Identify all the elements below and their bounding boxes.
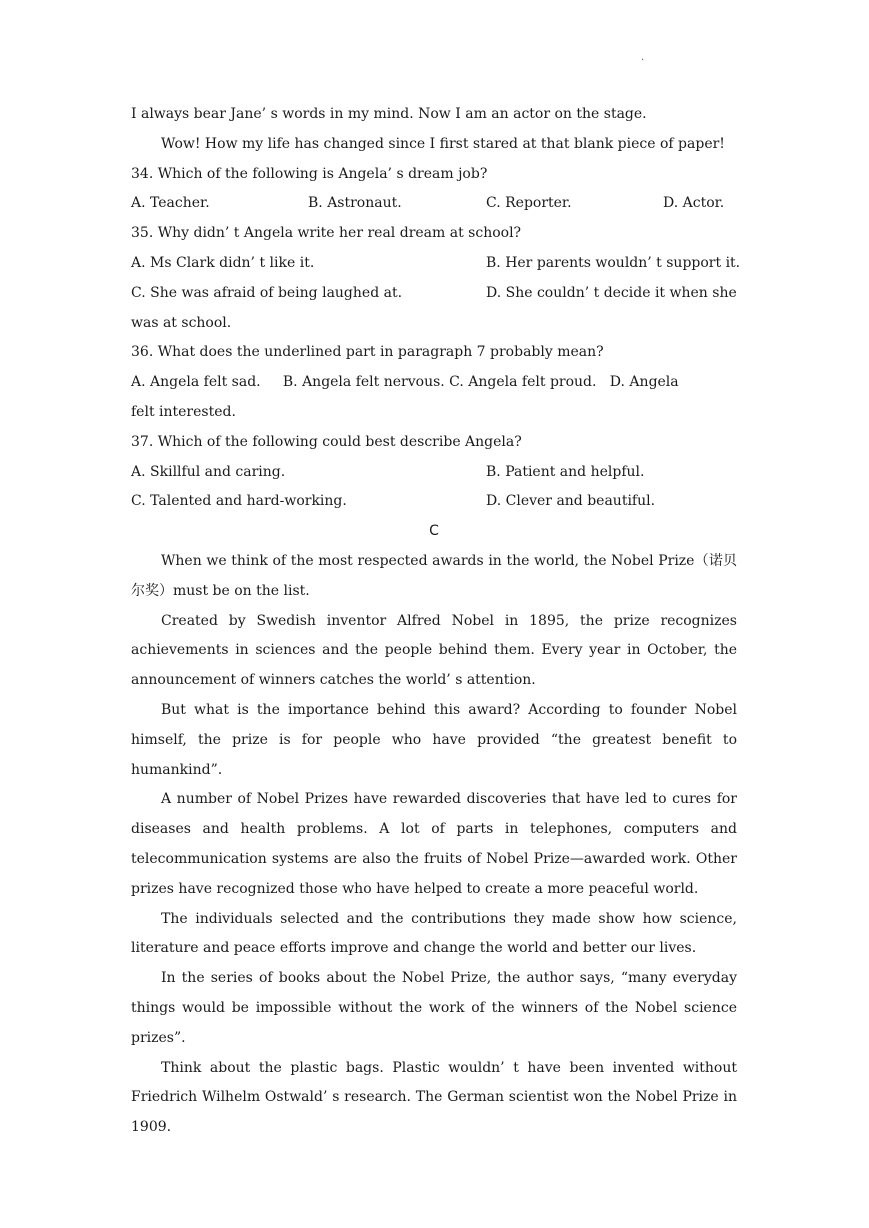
paragraph: I always bear Jane’ s words in my mind. Now I am an actor on the stage. bbox=[131, 106, 647, 122]
document-page bbox=[131, 100, 741, 1143]
passage-paragraph: A number of Nobel Prizes have rewarded discoveries that have led to cures for diseases and health problems. A lot of parts in telephones, computers and telecommunication systems are also the fruits of Nobel Prize—awarded work. Other prizes have recognized those who have helped to create a more peaceful world. bbox=[131, 791, 737, 897]
paragraph: Wow! How my life has changed since I first stared at that blank piece of paper! bbox=[161, 135, 725, 152]
passage-paragraph: Created by Swedish inventor Alfred Nobel in 1895, the prize recognizes achievements in sciences and the people behind them. Every year in October, the announcement of winners catches the world’ s attention. bbox=[131, 612, 737, 689]
option-continuation: felt interested. bbox=[131, 403, 236, 420]
passage-paragraph: When we think of the most respected awards in the world, the Nobel Prize（诺贝尔奖）must be on the list. bbox=[131, 552, 737, 599]
question-35-stem: 35. Why didn’ t Angela write her real dream at school? bbox=[131, 225, 522, 242]
question-35-options bbox=[131, 249, 741, 309]
option-d: D. She couldn’ t decide it when she bbox=[486, 284, 737, 301]
option-a: A. Ms Clark didn’ t like it. bbox=[131, 254, 315, 271]
option-b: B. Astronaut. bbox=[308, 195, 402, 212]
question-37-stem: 37. Which of the following could best describe Angela? bbox=[131, 433, 522, 450]
question-34-options bbox=[131, 189, 737, 219]
question-36-stem: 36. What does the underlined part in paragraph 7 probably mean? bbox=[131, 344, 604, 361]
option-c: C. Talented and hard-working. bbox=[131, 493, 347, 510]
option-b: B. Patient and helpful. bbox=[486, 463, 645, 480]
option-d: D. Actor. bbox=[663, 195, 725, 212]
option-continuation: was at school. bbox=[131, 314, 232, 331]
passage-paragraph: The individuals selected and the contributions they made show how science, literature and peace efforts improve and change the world and better our lives. bbox=[131, 910, 737, 957]
passage-paragraph: But what is the importance behind this award? According to founder Nobel himself, the prize is for people who have provided “the greatest benefit to humankind”. bbox=[131, 701, 737, 778]
option-a: A. Skillful and caring. bbox=[131, 463, 286, 480]
option-c: C. She was afraid of being laughed at. bbox=[131, 284, 403, 301]
option-a: A. Teacher. bbox=[131, 195, 210, 212]
section-title: C bbox=[429, 523, 439, 540]
option-c: C. Reporter. bbox=[486, 195, 572, 212]
option-d: D. Clever and beautiful. bbox=[486, 493, 656, 510]
question-36-options: A. Angela felt sad. B. Angela felt nervous. C. Angela felt proud. D. Angela bbox=[131, 374, 679, 391]
passage-paragraph: Think about the plastic bags. Plastic wouldn’ t have been invented without Friedrich Wilhelm Ostwald’ s research. The German scientist won the Nobel Prize in 1909. bbox=[131, 1059, 737, 1136]
header-mark: . bbox=[641, 52, 645, 63]
option-b: B. Her parents wouldn’ t support it. bbox=[486, 254, 741, 271]
question-37-options bbox=[131, 458, 737, 518]
question-34-stem: 34. Which of the following is Angela’ s dream job? bbox=[131, 165, 488, 182]
passage-paragraph: In the series of books about the Nobel Prize, the author says, “many everyday things would be impossible without the work of the winners of the Nobel science prizes”. bbox=[131, 970, 737, 1046]
